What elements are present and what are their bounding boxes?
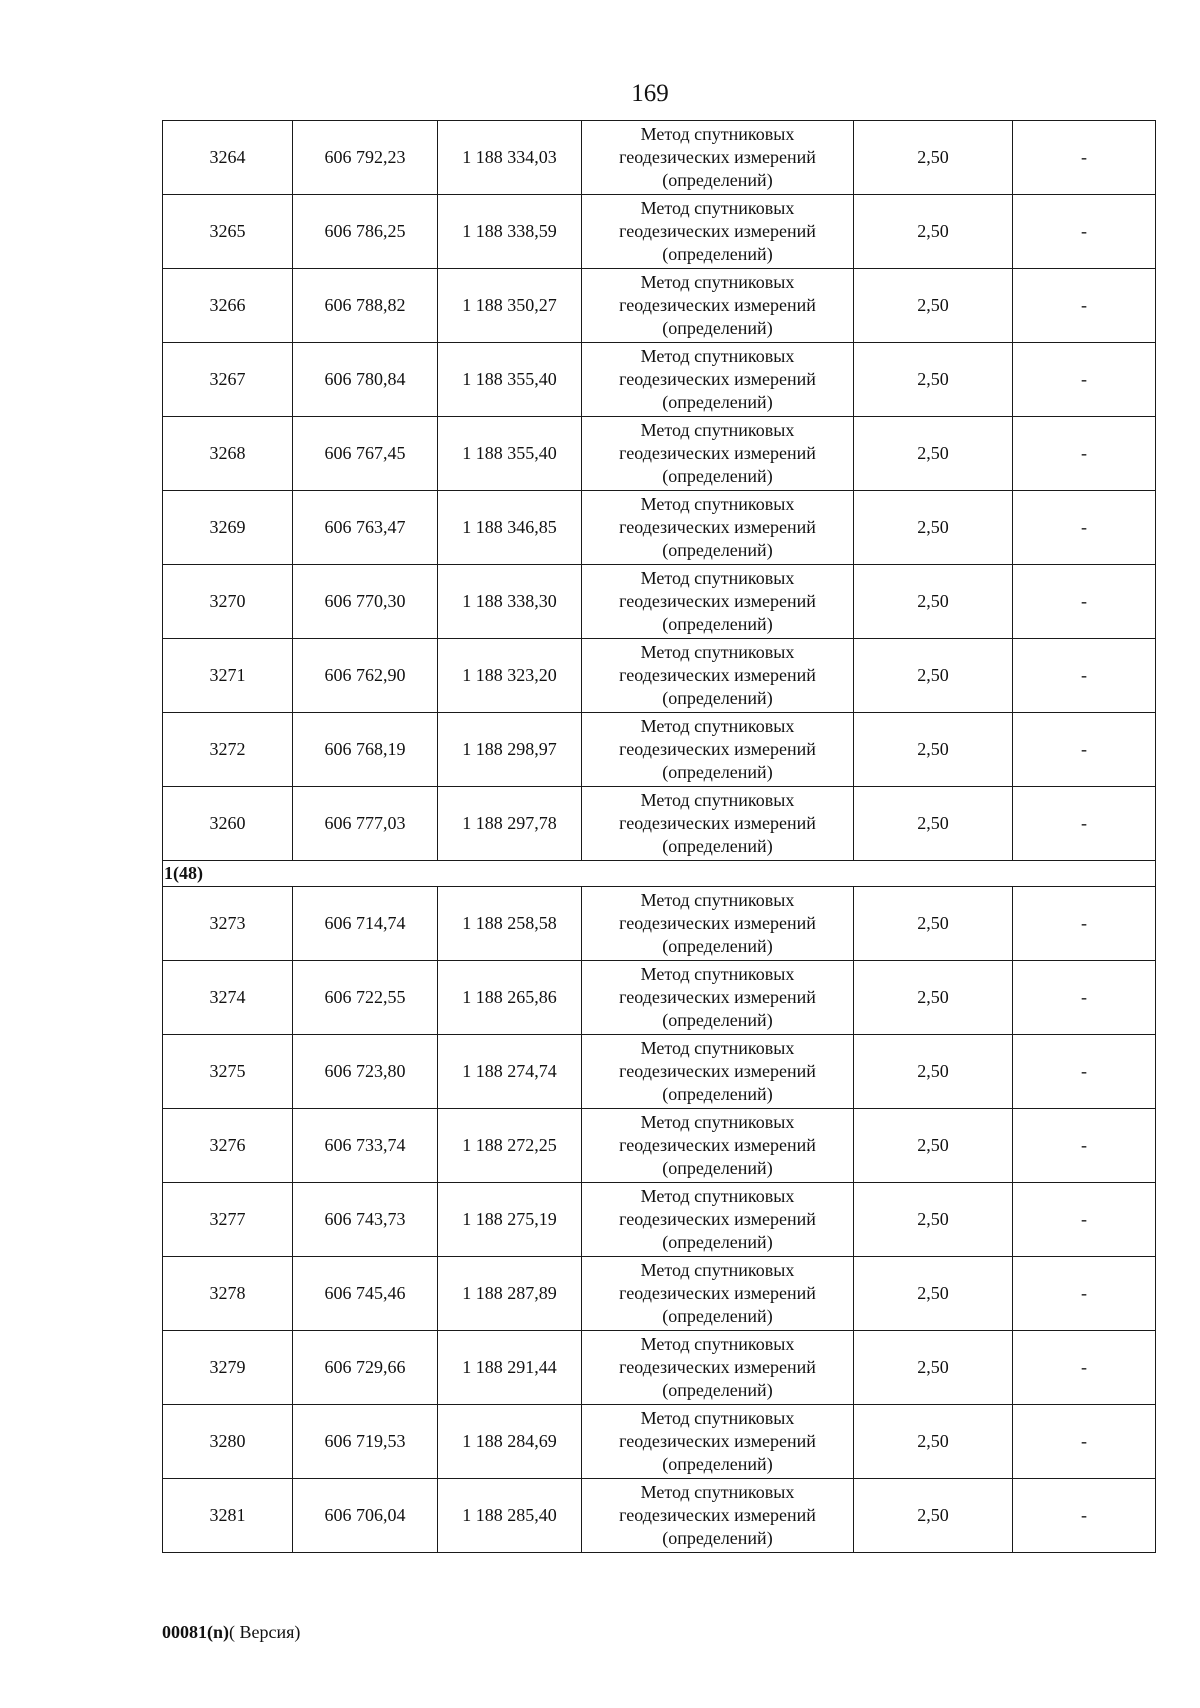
table-row	[163, 961, 1156, 1035]
description-cell: -	[1013, 343, 1156, 417]
x-coordinate-cell: 606 719,53	[293, 1405, 438, 1479]
description-cell: -	[1013, 1405, 1156, 1479]
description-cell: -	[1013, 1479, 1156, 1553]
description-cell: -	[1013, 121, 1156, 195]
method-text: Метод спутниковых геодезических измерений (определений)	[619, 346, 816, 412]
accuracy-cell: 2,50	[854, 491, 1013, 565]
description-cell: -	[1013, 1331, 1156, 1405]
y-coordinate-cell: 1 188 297,78	[438, 787, 582, 861]
accuracy-cell: 2,50	[854, 1405, 1013, 1479]
page-number: 169	[631, 80, 669, 107]
method-cell	[582, 787, 854, 861]
table-row	[163, 1331, 1156, 1405]
description-cell: -	[1013, 713, 1156, 787]
accuracy-cell: 2,50	[854, 1109, 1013, 1183]
coordinates-table	[162, 120, 1156, 1553]
method-cell	[582, 639, 854, 713]
point-id-cell: 3268	[163, 417, 293, 491]
accuracy-cell: 2,50	[854, 639, 1013, 713]
method-text: Метод спутниковых геодезических измерений (определений)	[619, 272, 816, 338]
footer-code: 00081(n)	[162, 1622, 229, 1642]
description-cell: -	[1013, 639, 1156, 713]
point-id-cell: 3266	[163, 269, 293, 343]
y-coordinate-cell: 1 188 274,74	[438, 1035, 582, 1109]
y-coordinate-cell: 1 188 285,40	[438, 1479, 582, 1553]
description-cell: -	[1013, 1035, 1156, 1109]
method-text: Метод спутниковых геодезических измерений (определений)	[619, 642, 816, 708]
method-cell	[582, 269, 854, 343]
table-row	[163, 887, 1156, 961]
method-cell	[582, 417, 854, 491]
coordinates-table-body	[163, 121, 1156, 1553]
method-text: Метод спутниковых геодезических измерений (определений)	[619, 198, 816, 264]
point-id-cell: 3271	[163, 639, 293, 713]
x-coordinate-cell: 606 722,55	[293, 961, 438, 1035]
description-cell: -	[1013, 787, 1156, 861]
point-id-cell: 3260	[163, 787, 293, 861]
method-text: Метод спутниковых геодезических измерений (определений)	[619, 1260, 816, 1326]
method-text: Метод спутниковых геодезических измерений (определений)	[619, 1408, 816, 1474]
table-row	[163, 1109, 1156, 1183]
method-text: Метод спутниковых геодезических измерений (определений)	[619, 1038, 816, 1104]
accuracy-cell: 2,50	[854, 417, 1013, 491]
method-text: Метод спутниковых геодезических измерений (определений)	[619, 716, 816, 782]
x-coordinate-cell: 606 763,47	[293, 491, 438, 565]
table-row	[163, 787, 1156, 861]
method-cell	[582, 887, 854, 961]
method-text: Метод спутниковых геодезических измерений (определений)	[619, 568, 816, 634]
method-text: Метод спутниковых геодезических измерений (определений)	[619, 964, 816, 1030]
table-row	[163, 1257, 1156, 1331]
method-text: Метод спутниковых геодезических измерений (определений)	[619, 1186, 816, 1252]
method-cell	[582, 1331, 854, 1405]
point-id-cell: 3267	[163, 343, 293, 417]
table-row	[163, 1183, 1156, 1257]
y-coordinate-cell: 1 188 291,44	[438, 1331, 582, 1405]
table-row	[163, 491, 1156, 565]
accuracy-cell: 2,50	[854, 1035, 1013, 1109]
method-cell	[582, 1035, 854, 1109]
accuracy-cell: 2,50	[854, 1183, 1013, 1257]
x-coordinate-cell: 606 768,19	[293, 713, 438, 787]
accuracy-cell: 2,50	[854, 343, 1013, 417]
method-cell	[582, 1405, 854, 1479]
y-coordinate-cell: 1 188 355,40	[438, 417, 582, 491]
table-row	[163, 565, 1156, 639]
method-text: Метод спутниковых геодезических измерений (определений)	[619, 790, 816, 856]
method-cell	[582, 565, 854, 639]
method-cell	[582, 961, 854, 1035]
y-coordinate-cell: 1 188 350,27	[438, 269, 582, 343]
description-cell: -	[1013, 961, 1156, 1035]
table-row	[163, 639, 1156, 713]
method-cell	[582, 491, 854, 565]
table-row	[163, 417, 1156, 491]
point-id-cell: 3270	[163, 565, 293, 639]
point-id-cell: 3279	[163, 1331, 293, 1405]
method-text: Метод спутниковых геодезических измерений (определений)	[619, 1482, 816, 1548]
accuracy-cell: 2,50	[854, 565, 1013, 639]
y-coordinate-cell: 1 188 338,30	[438, 565, 582, 639]
table-row	[163, 1035, 1156, 1109]
method-text: Метод спутниковых геодезических измерений (определений)	[619, 124, 816, 190]
x-coordinate-cell: 606 706,04	[293, 1479, 438, 1553]
accuracy-cell: 2,50	[854, 713, 1013, 787]
y-coordinate-cell: 1 188 298,97	[438, 713, 582, 787]
description-cell: -	[1013, 565, 1156, 639]
accuracy-cell: 2,50	[854, 269, 1013, 343]
table-row	[163, 343, 1156, 417]
y-coordinate-cell: 1 188 338,59	[438, 195, 582, 269]
x-coordinate-cell: 606 729,66	[293, 1331, 438, 1405]
x-coordinate-cell: 606 786,25	[293, 195, 438, 269]
table-row	[163, 269, 1156, 343]
point-id-cell: 3278	[163, 1257, 293, 1331]
table-row	[163, 195, 1156, 269]
y-coordinate-cell: 1 188 355,40	[438, 343, 582, 417]
x-coordinate-cell: 606 762,90	[293, 639, 438, 713]
y-coordinate-cell: 1 188 334,03	[438, 121, 582, 195]
x-coordinate-cell: 606 714,74	[293, 887, 438, 961]
x-coordinate-cell: 606 770,30	[293, 565, 438, 639]
accuracy-cell: 2,50	[854, 887, 1013, 961]
accuracy-cell: 2,50	[854, 1257, 1013, 1331]
description-cell: -	[1013, 269, 1156, 343]
y-coordinate-cell: 1 188 346,85	[438, 491, 582, 565]
point-id-cell: 3280	[163, 1405, 293, 1479]
description-cell: -	[1013, 195, 1156, 269]
description-cell: -	[1013, 1183, 1156, 1257]
method-text: Метод спутниковых геодезических измерений (определений)	[619, 1334, 816, 1400]
x-coordinate-cell: 606 788,82	[293, 269, 438, 343]
point-id-cell: 3264	[163, 121, 293, 195]
point-id-cell: 3275	[163, 1035, 293, 1109]
method-cell	[582, 1257, 854, 1331]
y-coordinate-cell: 1 188 284,69	[438, 1405, 582, 1479]
description-cell: -	[1013, 491, 1156, 565]
method-cell	[582, 713, 854, 787]
method-cell	[582, 1479, 854, 1553]
method-cell	[582, 1109, 854, 1183]
y-coordinate-cell: 1 188 272,25	[438, 1109, 582, 1183]
table-row	[163, 713, 1156, 787]
method-text: Метод спутниковых геодезических измерений (определений)	[619, 890, 816, 956]
description-cell: -	[1013, 887, 1156, 961]
x-coordinate-cell: 606 767,45	[293, 417, 438, 491]
method-cell	[582, 1183, 854, 1257]
group-label: 1(48)	[163, 861, 1156, 887]
x-coordinate-cell: 606 792,23	[293, 121, 438, 195]
accuracy-cell: 2,50	[854, 1479, 1013, 1553]
x-coordinate-cell: 606 777,03	[293, 787, 438, 861]
table-row	[163, 1479, 1156, 1553]
accuracy-cell: 2,50	[854, 195, 1013, 269]
table-row	[163, 1405, 1156, 1479]
document-footer	[162, 1620, 300, 1644]
method-text: Метод спутниковых геодезических измерений (определений)	[619, 420, 816, 486]
table-row	[163, 121, 1156, 195]
x-coordinate-cell: 606 780,84	[293, 343, 438, 417]
method-cell	[582, 343, 854, 417]
x-coordinate-cell: 606 743,73	[293, 1183, 438, 1257]
accuracy-cell: 2,50	[854, 961, 1013, 1035]
point-id-cell: 3274	[163, 961, 293, 1035]
accuracy-cell: 2,50	[854, 121, 1013, 195]
y-coordinate-cell: 1 188 287,89	[438, 1257, 582, 1331]
y-coordinate-cell: 1 188 323,20	[438, 639, 582, 713]
y-coordinate-cell: 1 188 258,58	[438, 887, 582, 961]
method-text: Метод спутниковых геодезических измерений (определений)	[619, 1112, 816, 1178]
point-id-cell: 3277	[163, 1183, 293, 1257]
accuracy-cell: 2,50	[854, 787, 1013, 861]
point-id-cell: 3269	[163, 491, 293, 565]
method-cell	[582, 195, 854, 269]
footer-version: ( Версия)	[229, 1622, 301, 1642]
x-coordinate-cell: 606 733,74	[293, 1109, 438, 1183]
point-id-cell: 3265	[163, 195, 293, 269]
description-cell: -	[1013, 1257, 1156, 1331]
accuracy-cell: 2,50	[854, 1331, 1013, 1405]
point-id-cell: 3281	[163, 1479, 293, 1553]
description-cell: -	[1013, 1109, 1156, 1183]
point-id-cell: 3273	[163, 887, 293, 961]
group-header-row	[163, 861, 1156, 887]
description-cell: -	[1013, 417, 1156, 491]
x-coordinate-cell: 606 745,46	[293, 1257, 438, 1331]
y-coordinate-cell: 1 188 275,19	[438, 1183, 582, 1257]
x-coordinate-cell: 606 723,80	[293, 1035, 438, 1109]
y-coordinate-cell: 1 188 265,86	[438, 961, 582, 1035]
point-id-cell: 3276	[163, 1109, 293, 1183]
method-text: Метод спутниковых геодезических измерений (определений)	[619, 494, 816, 560]
method-cell	[582, 121, 854, 195]
point-id-cell: 3272	[163, 713, 293, 787]
